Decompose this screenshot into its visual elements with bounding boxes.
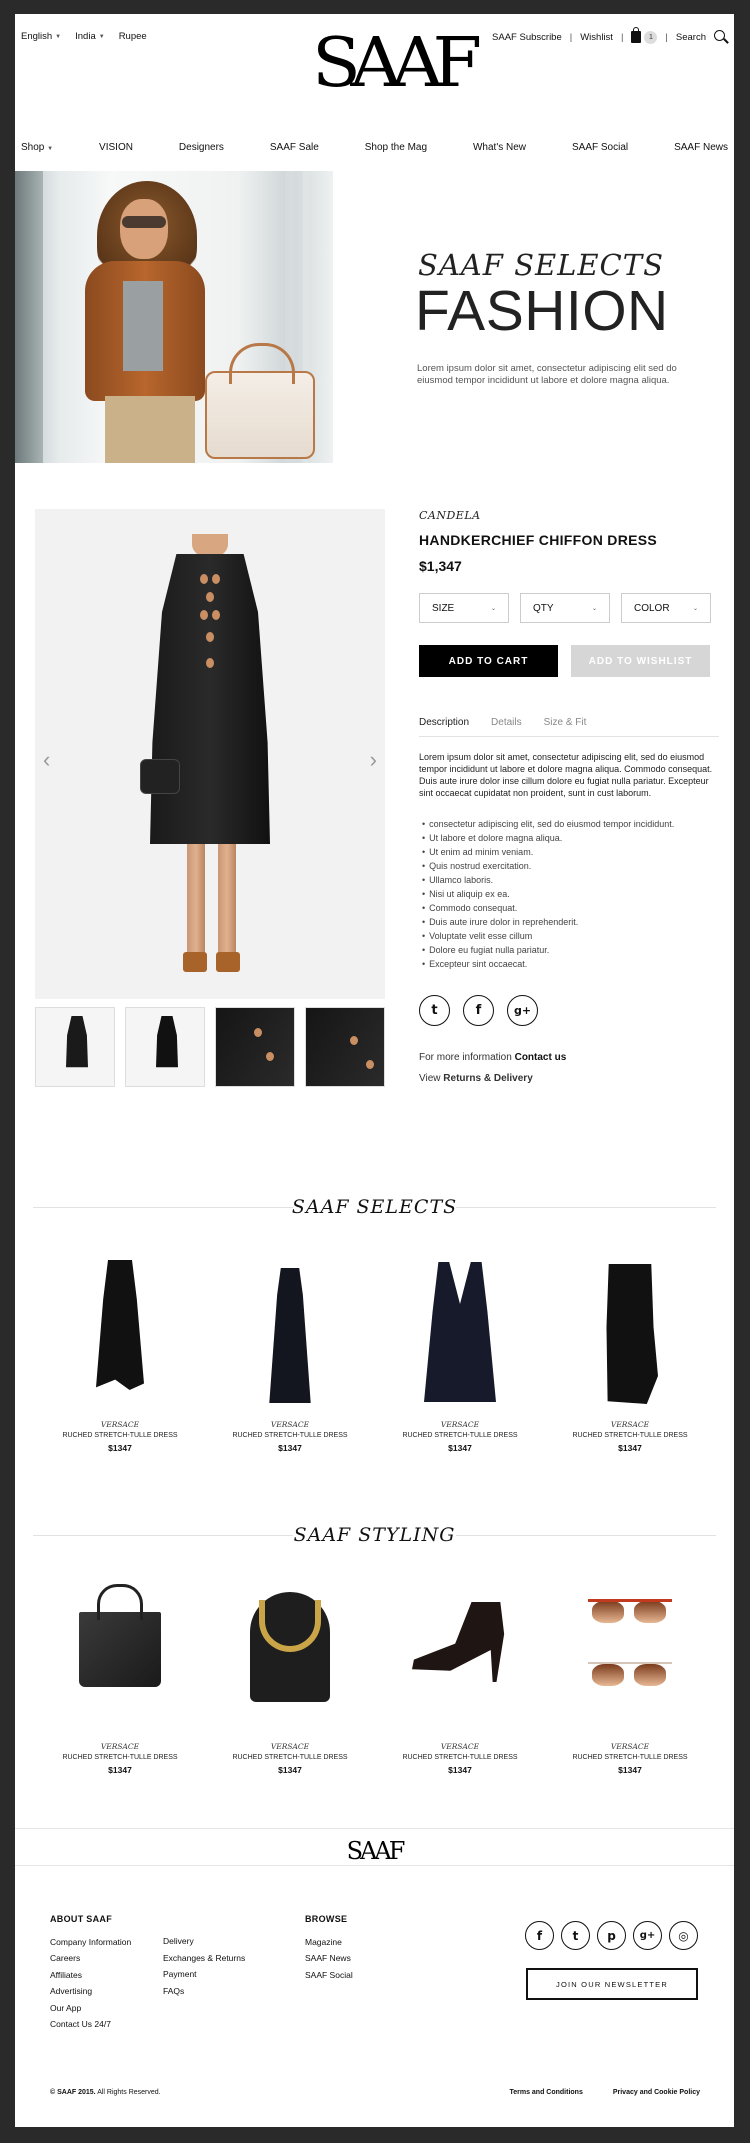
product-vendor: VERSACE: [270, 1742, 310, 1751]
add-to-cart-button[interactable]: ADD TO CART: [419, 645, 558, 677]
main-nav: [15, 142, 734, 153]
nav-label: Shop: [21, 142, 45, 153]
nav-item-sale[interactable]: SAAF Sale: [269, 142, 319, 153]
language-dropdown[interactable]: [21, 31, 61, 42]
product-card-name: RUCHED STRETCH-TULLE DRESS: [572, 1754, 688, 1761]
product-vendor: VERSACE: [440, 1742, 480, 1751]
nav-item-shop[interactable]: [21, 142, 53, 153]
nav-item-news[interactable]: SAAF News: [674, 142, 728, 153]
shopping-bag-icon: [631, 31, 641, 43]
product-card-price: $1347: [108, 1443, 132, 1453]
country-label: India: [75, 31, 96, 42]
facebook-icon[interactable]: f: [525, 1921, 554, 1950]
chevron-left-icon[interactable]: ‹: [43, 747, 51, 772]
list-item: • Voluptate velit esse cillum: [429, 929, 719, 943]
product-image: [35, 1240, 205, 1410]
currency-dropdown[interactable]: [119, 31, 147, 42]
styling-heading: [33, 1524, 716, 1548]
hero-banner: [15, 171, 734, 463]
divider: |: [569, 31, 573, 43]
product-feature-list: [419, 817, 719, 971]
divider: |: [665, 31, 668, 43]
top-bar: [15, 14, 734, 114]
footer-heading: ABOUT SAAF: [50, 1914, 112, 1924]
chevron-down-icon: ⌄: [591, 605, 597, 612]
wishlist-link[interactable]: Wishlist: [580, 31, 613, 43]
chevron-down-icon: ⌄: [692, 605, 698, 612]
twitter-icon[interactable]: t: [419, 995, 450, 1026]
list-item: • Duis aute irure dolor in reprehenderit.: [429, 915, 719, 929]
product-card-name: RUCHED STRETCH-TULLE DRESS: [62, 1754, 178, 1761]
chevron-down-icon: ▼: [98, 33, 105, 40]
product-card-price: $1347: [278, 1765, 302, 1775]
product-card[interactable]: [205, 1562, 375, 1775]
footer-social: [525, 1921, 698, 1950]
color-select[interactable]: [621, 593, 711, 623]
instagram-icon[interactable]: ◎: [669, 1921, 698, 1950]
list-item: • Excepteur sint occaecat.: [429, 957, 719, 971]
thumbnail[interactable]: [125, 1007, 205, 1087]
currency-label: Rupee: [118, 31, 147, 42]
footer-heading: BROWSE: [305, 1914, 348, 1924]
list-item: • Ut labore et dolore magna aliqua.: [429, 831, 719, 845]
footer-link[interactable]: FAQs: [163, 1985, 185, 1996]
footer-link[interactable]: Contact Us 24/7: [50, 2019, 111, 2029]
footer-divider: [15, 1865, 734, 1866]
footer-logo[interactable]: SAAF: [346, 1837, 403, 1865]
size-select[interactable]: [419, 593, 509, 623]
product-vendor: VERSACE: [270, 1420, 310, 1429]
color-label: COLOR: [634, 602, 670, 614]
footer-link[interactable]: SAAF Social: [305, 1969, 353, 1980]
product-image: [205, 1240, 375, 1410]
search-link[interactable]: Search: [675, 31, 706, 43]
copyright-brand: © SAAF 2015.: [50, 2089, 96, 2096]
bag-count-badge: 1: [644, 31, 657, 44]
section-title: SAAF STYLING: [293, 1524, 456, 1546]
legal-links: [509, 2089, 700, 2096]
list-item: • Quis nostrud exercitation.: [429, 859, 719, 873]
list-item: • Commodo consequat.: [429, 901, 719, 915]
chevron-down-icon: ▼: [47, 146, 54, 152]
share-buttons: [419, 995, 719, 1026]
footer-link[interactable]: Company Information: [50, 1936, 132, 1947]
view-text: View: [419, 1073, 441, 1084]
product-card-name: RUCHED STRETCH-TULLE DRESS: [402, 1432, 518, 1439]
footer-link[interactable]: Careers: [50, 1953, 81, 1963]
list-item: • Ullamco laboris.: [429, 873, 719, 887]
product-card[interactable]: [205, 1240, 375, 1453]
thumbnail[interactable]: [305, 1007, 385, 1087]
chevron-down-icon: ⌄: [490, 605, 496, 612]
footer-browse: [305, 1911, 353, 1983]
page: [15, 14, 734, 2127]
qty-label: QTY: [533, 602, 554, 614]
styling-grid: [35, 1562, 715, 1775]
product-info: [419, 509, 719, 1084]
more-info: [419, 1052, 719, 1063]
product-card[interactable]: [375, 1240, 545, 1453]
product-thumbnails: [35, 1007, 385, 1087]
subscribe-link[interactable]: SAAF Subscribe: [492, 31, 562, 43]
product-vendor: VERSACE: [610, 1420, 650, 1429]
terms-link[interactable]: Terms and Conditions: [509, 2089, 583, 2096]
footer-about-2: [163, 1933, 245, 1999]
twitter-icon[interactable]: t: [561, 1921, 590, 1950]
product-card-name: RUCHED STRETCH-TULLE DRESS: [62, 1432, 178, 1439]
product-card-price: $1347: [618, 1765, 642, 1775]
product-description: Lorem ipsum dolor sit amet, consectetur adipiscing elit, sed do eiusmod tempor incididunt ut labore et dolore magna aliqua. Commodo consequat. Duis aute irure dolor inse cillum dolore eu fugiat nulla pariatur. Excepteur sint occaecat cupidatat non proident, sunt in cust laborum.: [419, 752, 713, 798]
product-card-name: RUCHED STRETCH-TULLE DRESS: [232, 1754, 348, 1761]
product-card-price: $1347: [448, 1765, 472, 1775]
chevron-down-icon: ▼: [55, 33, 62, 40]
product-image: [545, 1240, 715, 1410]
nav-item-shop-the-mag[interactable]: Shop the Mag: [364, 142, 428, 153]
product-image: [205, 1562, 375, 1732]
google-plus-icon[interactable]: g+: [633, 1921, 662, 1950]
footer-link[interactable]: Exchanges & Returns: [163, 1952, 246, 1963]
selects-heading: [33, 1196, 716, 1220]
shopping-bag-button[interactable]: [631, 31, 657, 44]
product-image-main: [35, 509, 385, 999]
section-title: SAAF SELECTS: [291, 1196, 458, 1218]
product-card-price: $1347: [108, 1765, 132, 1775]
product-card[interactable]: [35, 1240, 205, 1453]
thumbnail[interactable]: [35, 1007, 115, 1087]
thumbnail[interactable]: [215, 1007, 295, 1087]
divider: |: [620, 31, 624, 43]
returns-info: [419, 1073, 719, 1084]
list-item: • Nisi ut aliquip ex ea.: [429, 887, 719, 901]
selects-grid: [35, 1240, 715, 1453]
list-item: • Ut enim ad minim veniam.: [429, 845, 719, 859]
product-tabs: [419, 717, 719, 737]
footer-divider: [15, 1828, 734, 1829]
nav-item-vision[interactable]: VISION: [99, 142, 133, 153]
tab-details[interactable]: Details: [491, 717, 522, 728]
footer-link[interactable]: Magazine: [305, 1936, 342, 1947]
product-name: HANDKERCHIEF CHIFFON DRESS: [419, 532, 658, 548]
footer-about: [50, 1911, 131, 2033]
account-links: [492, 30, 728, 44]
more-info-text: For more information: [419, 1052, 512, 1063]
list-item: • Dolore eu fugiat nulla pariatur.: [429, 943, 719, 957]
footer-link[interactable]: Advertising: [50, 1986, 93, 1996]
add-to-wishlist-button[interactable]: ADD TO WISHLIST: [571, 645, 710, 677]
product-vendor: VERSACE: [610, 1742, 650, 1751]
nav-item-social[interactable]: SAAF Social: [571, 142, 629, 153]
product-image: [375, 1562, 545, 1732]
copyright: [50, 2089, 161, 2096]
product-vendor: VERSACE: [100, 1742, 140, 1751]
returns-link[interactable]: Returns & Delivery: [443, 1073, 533, 1084]
product-image: [375, 1240, 545, 1410]
copyright-text: All Rights Reserved.: [97, 2089, 161, 2096]
pinterest-icon[interactable]: p: [597, 1921, 626, 1950]
product-card[interactable]: [545, 1240, 715, 1453]
hero-text: Lorem ipsum dolor sit amet, consectetur adipiscing elit sed do eiusmod tempor incididunt ut labore et dolore magna aliqua.: [417, 363, 677, 386]
product-vendor: VERSACE: [440, 1420, 480, 1429]
product-card-name: RUCHED STRETCH-TULLE DRESS: [572, 1432, 688, 1439]
search-icon[interactable]: [714, 30, 728, 44]
newsletter-button[interactable]: JOIN OUR NEWSLETTER: [526, 1968, 698, 2000]
tab-size-fit[interactable]: Size & Fit: [543, 717, 587, 728]
product-card-name: RUCHED STRETCH-TULLE DRESS: [402, 1754, 518, 1761]
site-logo[interactable]: SAAF: [312, 24, 472, 103]
google-plus-icon[interactable]: g+: [507, 995, 538, 1026]
product-card-price: $1347: [278, 1443, 302, 1453]
product-card-price: $1347: [448, 1443, 472, 1453]
language-label: English: [21, 31, 53, 42]
product-options: [419, 593, 719, 623]
hero-subtitle: SAAF SELECTS: [418, 248, 664, 282]
hero-image: [15, 171, 333, 463]
product-card[interactable]: [545, 1562, 715, 1775]
nav-item-whats-new[interactable]: What's New: [472, 142, 527, 153]
product-card[interactable]: [375, 1562, 545, 1775]
facebook-icon[interactable]: f: [463, 995, 494, 1026]
qty-select[interactable]: [520, 593, 610, 623]
tab-description[interactable]: Description: [419, 717, 470, 728]
footer-link[interactable]: Payment: [163, 1969, 197, 1979]
hero-title: FASHION: [415, 279, 669, 343]
footer-link[interactable]: SAAF News: [305, 1953, 351, 1963]
product-image: [545, 1562, 715, 1732]
contact-us-link[interactable]: Contact us: [514, 1052, 567, 1063]
footer-link[interactable]: Delivery: [163, 1936, 194, 1946]
nav-item-designers[interactable]: Designers: [178, 142, 224, 153]
footer-link[interactable]: Our App: [50, 2002, 82, 2013]
product-card[interactable]: [35, 1562, 205, 1775]
size-label: SIZE: [432, 602, 455, 614]
product-actions: [419, 645, 719, 677]
list-item: • consectetur adipiscing elit, sed do eiusmod tempor incididunt.: [429, 817, 719, 831]
chevron-right-icon[interactable]: ›: [369, 747, 377, 772]
product-card-name: RUCHED STRETCH-TULLE DRESS: [232, 1432, 348, 1439]
product-vendor: VERSACE: [100, 1420, 140, 1429]
product-image: [35, 1562, 205, 1732]
privacy-link[interactable]: Privacy and Cookie Policy: [612, 2089, 700, 2096]
locale-selectors: [21, 31, 147, 42]
product-price: $1,347: [419, 558, 462, 574]
footer-link[interactable]: Affiliates: [50, 1969, 82, 1980]
country-dropdown[interactable]: [75, 31, 105, 42]
product-brand[interactable]: CANDELA: [419, 509, 481, 522]
product-card-price: $1347: [618, 1443, 642, 1453]
